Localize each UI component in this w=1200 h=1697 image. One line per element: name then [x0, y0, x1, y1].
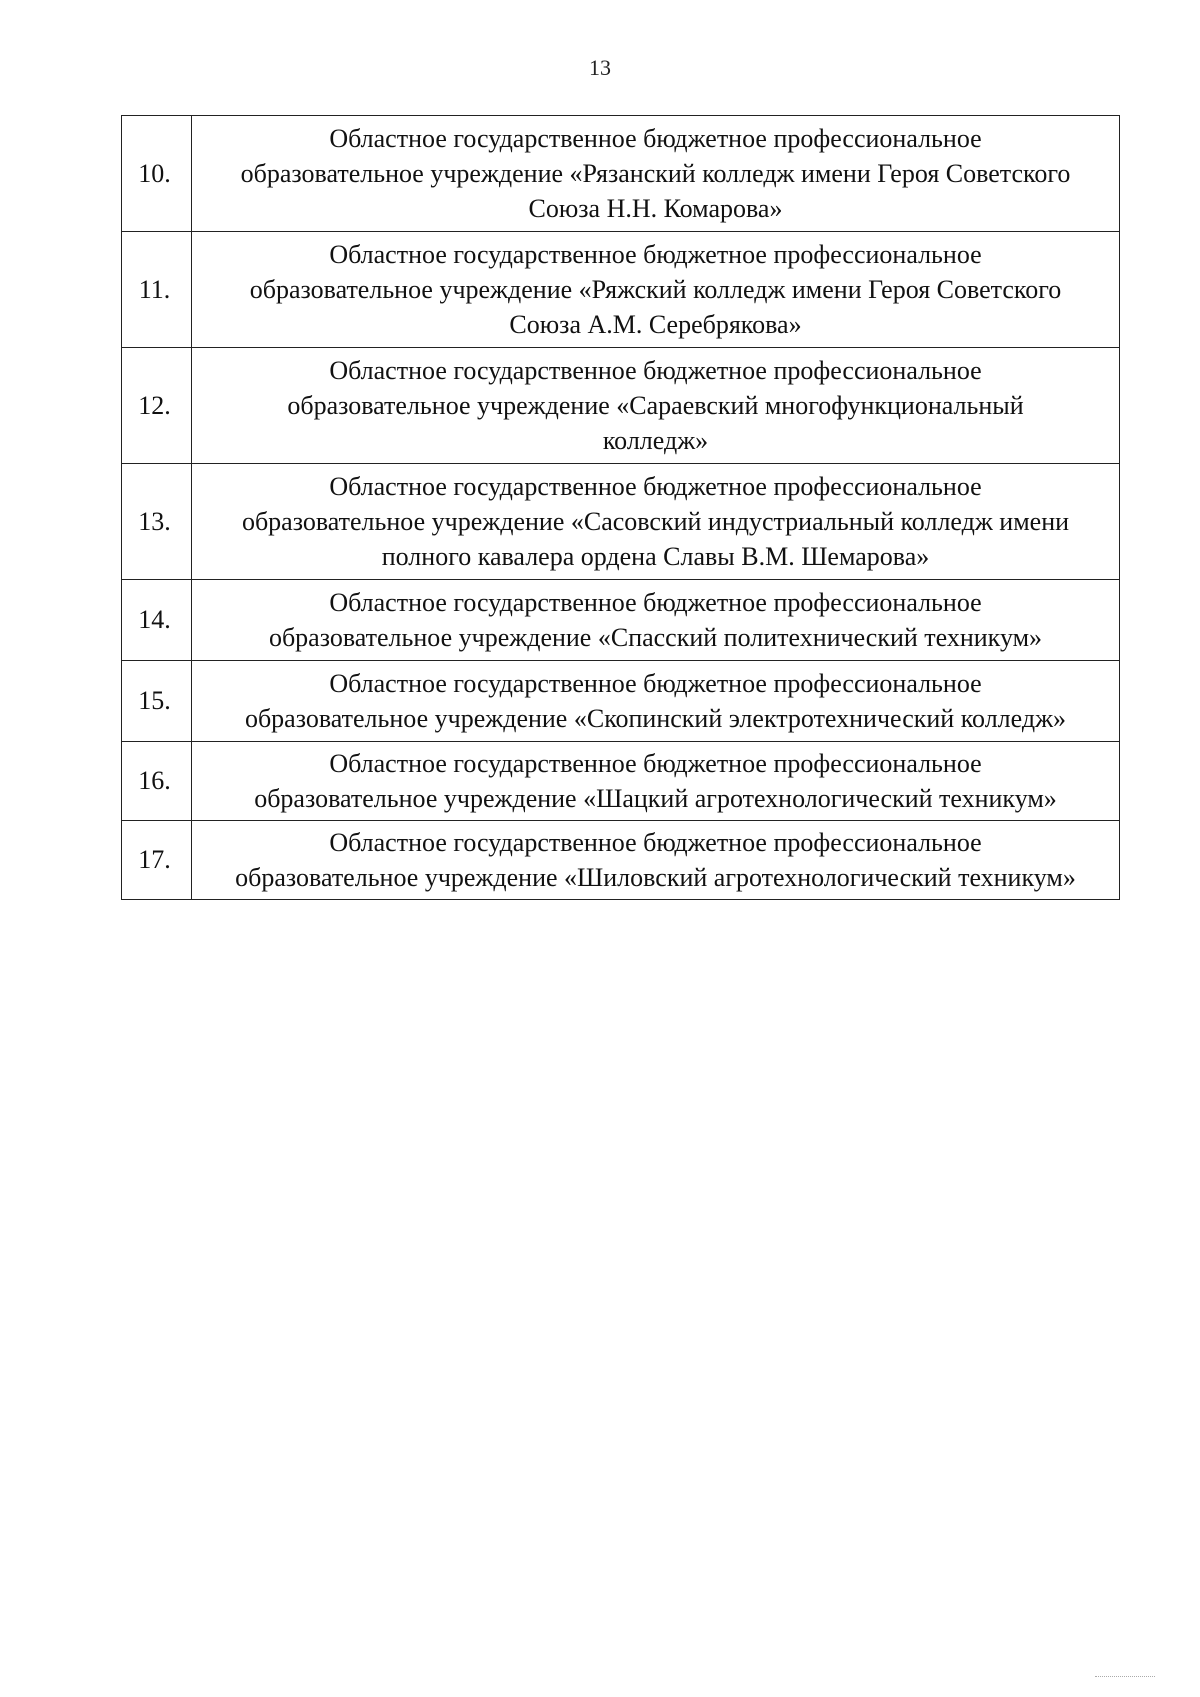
- table-row: [122, 232, 1120, 348]
- text-line: Областное государственное бюджетное профессиональное: [329, 239, 982, 269]
- row-number: 15.: [122, 661, 192, 742]
- institution-name: [192, 464, 1120, 580]
- text-line: Областное государственное бюджетное профессиональное: [329, 827, 982, 857]
- row-number: 12.: [122, 348, 192, 464]
- text-line: Союза Н.Н. Комарова»: [528, 193, 783, 223]
- text-line: Областное государственное бюджетное профессиональное: [329, 587, 982, 617]
- text-line: Областное государственное бюджетное профессиональное: [329, 355, 982, 385]
- row-number: 17.: [122, 821, 192, 900]
- text-line: образовательное учреждение «Сараевский многофункциональный: [287, 390, 1024, 420]
- row-number: 10.: [122, 116, 192, 232]
- row-number: 14.: [122, 580, 192, 661]
- page-number: 13: [589, 55, 611, 80]
- institutions-table: [121, 115, 1120, 900]
- text-line: образовательное учреждение «Скопинский электротехнический колледж»: [244, 703, 1067, 733]
- text-line: образовательное учреждение «Рязанский колледж имени Героя Советского: [240, 158, 1071, 188]
- text-line: образовательное учреждение «Ряжский колледж имени Героя Советского: [249, 274, 1062, 304]
- institution-name: [192, 661, 1120, 742]
- table-row: [122, 348, 1120, 464]
- row-number: 13.: [122, 464, 192, 580]
- institution-name: [192, 116, 1120, 232]
- table-row: [122, 742, 1120, 821]
- institution-name: [192, 821, 1120, 900]
- text-line: Союза А.М. Серебрякова»: [509, 309, 802, 339]
- text-line: Областное государственное бюджетное профессиональное: [329, 748, 982, 778]
- text-line: образовательное учреждение «Шацкий агротехнологический техникум»: [254, 783, 1057, 813]
- text-line: полного кавалера ордена Славы В.М. Шемарова»: [381, 541, 930, 571]
- table-row: [122, 464, 1120, 580]
- text-line: Областное государственное бюджетное профессиональное: [329, 471, 982, 501]
- institution-name: [192, 232, 1120, 348]
- text-line: образовательное учреждение «Сасовский индустриальный колледж имени: [241, 506, 1070, 536]
- table-row: [122, 116, 1120, 232]
- institution-name: [192, 580, 1120, 661]
- table-row: [122, 580, 1120, 661]
- row-number: 16.: [122, 742, 192, 821]
- text-line: образовательное учреждение «Шиловский агротехнологический техникум»: [235, 862, 1076, 892]
- text-line: Областное государственное бюджетное профессиональное: [329, 668, 982, 698]
- text-line: образовательное учреждение «Спасский политехнический техникум»: [268, 622, 1043, 652]
- text-line: Областное государственное бюджетное профессиональное: [329, 123, 982, 153]
- scan-artifact-line: [1095, 1676, 1155, 1677]
- table-row: [122, 821, 1120, 900]
- institution-name: [192, 742, 1120, 821]
- row-number: 11.: [122, 232, 192, 348]
- text-line: колледж»: [602, 425, 709, 455]
- institution-name: [192, 348, 1120, 464]
- table-row: [122, 661, 1120, 742]
